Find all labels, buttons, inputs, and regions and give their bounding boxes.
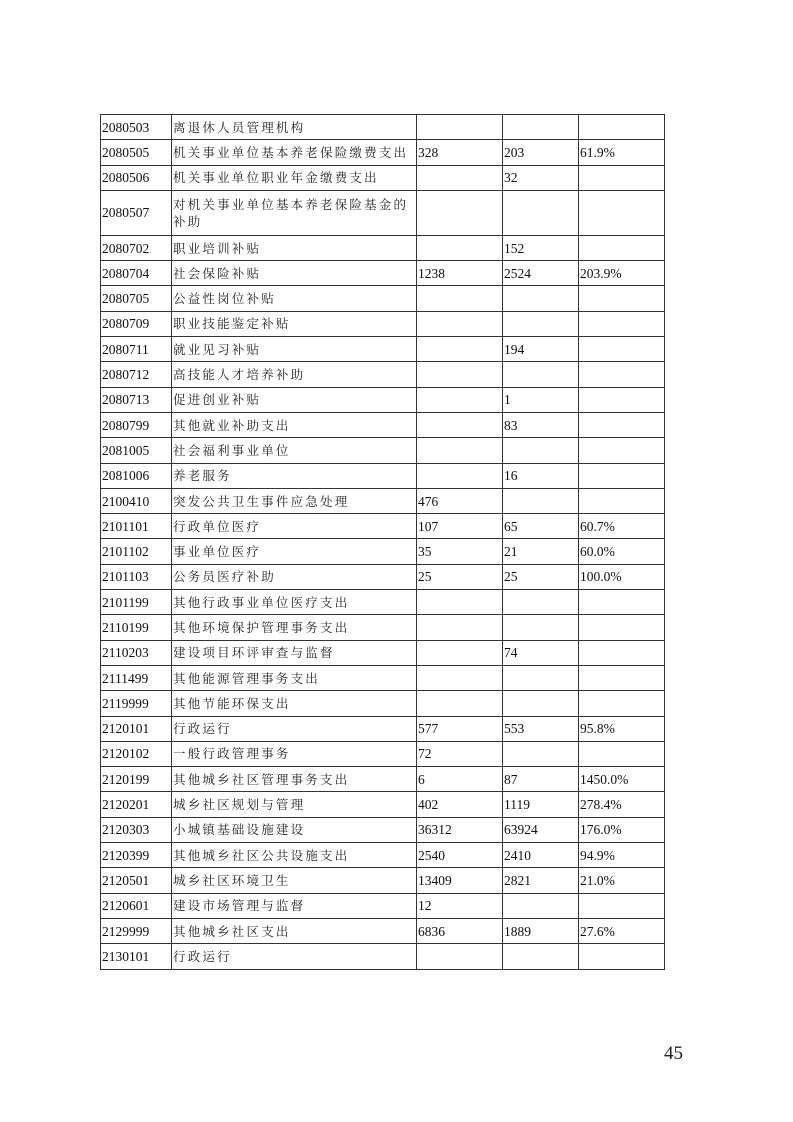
value-cell-2: 1889: [503, 918, 579, 943]
code-cell: 2120303: [101, 817, 172, 842]
code-cell: 2101199: [101, 590, 172, 615]
value-cell-2: [503, 362, 579, 387]
name-cell: 职业培训补贴: [172, 235, 417, 260]
code-cell: 2080702: [101, 235, 172, 260]
value-cell-2: 21: [503, 539, 579, 564]
table-row: [101, 286, 665, 311]
name-cell: 机关事业单位基本养老保险缴费支出: [172, 140, 417, 165]
value-cell-1: 6: [417, 767, 503, 792]
code-cell: 2111499: [101, 665, 172, 690]
table-row: [101, 944, 665, 969]
table-row: [101, 463, 665, 488]
value-cell-2: [503, 190, 579, 235]
value-cell-1: [417, 286, 503, 311]
value-cell-2: 152: [503, 235, 579, 260]
value-cell-1: 36312: [417, 817, 503, 842]
table-row: [101, 165, 665, 190]
ratio-cell: [579, 235, 665, 260]
value-cell-2: 203: [503, 140, 579, 165]
value-cell-1: 6836: [417, 918, 503, 943]
name-cell: 职业技能鉴定补贴: [172, 311, 417, 336]
value-cell-2: [503, 665, 579, 690]
ratio-cell: 176.0%: [579, 817, 665, 842]
value-cell-1: 72: [417, 741, 503, 766]
name-cell: 对机关事业单位基本养老保险基金的补助: [172, 190, 417, 235]
table-row: [101, 261, 665, 286]
name-cell: 行政运行: [172, 716, 417, 741]
value-cell-2: 25: [503, 564, 579, 589]
table-row: [101, 590, 665, 615]
table-row: [101, 792, 665, 817]
name-cell: 城乡社区规划与管理: [172, 792, 417, 817]
table-row: [101, 235, 665, 260]
table-row: [101, 362, 665, 387]
name-cell: 其他城乡社区管理事务支出: [172, 767, 417, 792]
table-row: [101, 488, 665, 513]
value-cell-1: [417, 412, 503, 437]
ratio-cell: [579, 286, 665, 311]
value-cell-1: [417, 615, 503, 640]
table-row: [101, 115, 665, 140]
value-cell-2: 2821: [503, 868, 579, 893]
value-cell-1: 12: [417, 893, 503, 918]
table-row: [101, 893, 665, 918]
value-cell-1: [417, 337, 503, 362]
code-cell: 2081006: [101, 463, 172, 488]
table-row: [101, 514, 665, 539]
value-cell-1: [417, 235, 503, 260]
name-cell: 其他节能环保支出: [172, 691, 417, 716]
name-cell: 其他城乡社区公共设施支出: [172, 843, 417, 868]
ratio-cell: [579, 691, 665, 716]
value-cell-1: [417, 362, 503, 387]
value-cell-1: 35: [417, 539, 503, 564]
code-cell: 2101101: [101, 514, 172, 539]
table-row: [101, 190, 665, 235]
code-cell: 2080507: [101, 190, 172, 235]
code-cell: 2129999: [101, 918, 172, 943]
table-row: [101, 412, 665, 437]
ratio-cell: [579, 362, 665, 387]
ratio-cell: [579, 640, 665, 665]
table-row: [101, 539, 665, 564]
value-cell-2: [503, 944, 579, 969]
ratio-cell: 94.9%: [579, 843, 665, 868]
code-cell: 2120601: [101, 893, 172, 918]
name-cell: 其他行政事业单位医疗支出: [172, 590, 417, 615]
code-cell: 2119999: [101, 691, 172, 716]
code-cell: 2120399: [101, 843, 172, 868]
code-cell: 2080705: [101, 286, 172, 311]
table-row: [101, 640, 665, 665]
ratio-cell: [579, 615, 665, 640]
value-cell-1: [417, 165, 503, 190]
name-cell: 突发公共卫生事件应急处理: [172, 488, 417, 513]
code-cell: 2081005: [101, 438, 172, 463]
table-row: [101, 918, 665, 943]
code-cell: 2120501: [101, 868, 172, 893]
value-cell-2: [503, 286, 579, 311]
name-cell: 其他环境保护管理事务支出: [172, 615, 417, 640]
name-cell: 公务员医疗补助: [172, 564, 417, 589]
value-cell-1: [417, 944, 503, 969]
code-cell: 2101103: [101, 564, 172, 589]
ratio-cell: [579, 741, 665, 766]
ratio-cell: 100.0%: [579, 564, 665, 589]
value-cell-1: [417, 665, 503, 690]
ratio-cell: [579, 438, 665, 463]
value-cell-2: 87: [503, 767, 579, 792]
name-cell: 事业单位医疗: [172, 539, 417, 564]
table-row: [101, 564, 665, 589]
value-cell-2: 32: [503, 165, 579, 190]
code-cell: 2080711: [101, 337, 172, 362]
name-cell: 就业见习补贴: [172, 337, 417, 362]
name-cell: 离退休人员管理机构: [172, 115, 417, 140]
code-cell: 2080799: [101, 412, 172, 437]
ratio-cell: [579, 311, 665, 336]
table-row: [101, 438, 665, 463]
value-cell-2: 1: [503, 387, 579, 412]
ratio-cell: 21.0%: [579, 868, 665, 893]
ratio-cell: [579, 190, 665, 235]
name-cell: 机关事业单位职业年金缴费支出: [172, 165, 417, 190]
name-cell: 社会保险补贴: [172, 261, 417, 286]
value-cell-2: 194: [503, 337, 579, 362]
ratio-cell: [579, 463, 665, 488]
code-cell: 2080713: [101, 387, 172, 412]
name-cell: 其他就业补助支出: [172, 412, 417, 437]
value-cell-1: 402: [417, 792, 503, 817]
value-cell-1: 25: [417, 564, 503, 589]
value-cell-2: [503, 590, 579, 615]
value-cell-1: 476: [417, 488, 503, 513]
value-cell-2: [503, 438, 579, 463]
value-cell-2: 2524: [503, 261, 579, 286]
name-cell: 促进创业补贴: [172, 387, 417, 412]
value-cell-1: 107: [417, 514, 503, 539]
value-cell-1: [417, 463, 503, 488]
name-cell: 行政单位医疗: [172, 514, 417, 539]
ratio-cell: [579, 893, 665, 918]
code-cell: 2130101: [101, 944, 172, 969]
code-cell: 2110199: [101, 615, 172, 640]
code-cell: 2080503: [101, 115, 172, 140]
value-cell-2: [503, 311, 579, 336]
name-cell: 养老服务: [172, 463, 417, 488]
ratio-cell: [579, 665, 665, 690]
value-cell-2: 16: [503, 463, 579, 488]
table-row: [101, 337, 665, 362]
value-cell-2: [503, 893, 579, 918]
code-cell: 2080712: [101, 362, 172, 387]
ratio-cell: [579, 337, 665, 362]
code-cell: 2080709: [101, 311, 172, 336]
value-cell-1: 13409: [417, 868, 503, 893]
value-cell-1: [417, 190, 503, 235]
page-number: 45: [664, 1043, 683, 1064]
ratio-cell: [579, 590, 665, 615]
name-cell: 公益性岗位补贴: [172, 286, 417, 311]
code-cell: 2120102: [101, 741, 172, 766]
table-row: [101, 665, 665, 690]
code-cell: 2080704: [101, 261, 172, 286]
value-cell-2: [503, 115, 579, 140]
value-cell-1: 328: [417, 140, 503, 165]
table-row: [101, 741, 665, 766]
ratio-cell: 95.8%: [579, 716, 665, 741]
table-body: [101, 115, 665, 970]
value-cell-1: [417, 590, 503, 615]
code-cell: 2110203: [101, 640, 172, 665]
value-cell-2: 2410: [503, 843, 579, 868]
table-row: [101, 767, 665, 792]
value-cell-2: 1119: [503, 792, 579, 817]
name-cell: 建设项目环评审查与监督: [172, 640, 417, 665]
code-cell: 2120101: [101, 716, 172, 741]
value-cell-1: [417, 691, 503, 716]
ratio-cell: [579, 488, 665, 513]
value-cell-1: [417, 387, 503, 412]
name-cell: 城乡社区环境卫生: [172, 868, 417, 893]
table-row: [101, 140, 665, 165]
ratio-cell: 61.9%: [579, 140, 665, 165]
table-row: [101, 868, 665, 893]
name-cell: 其他城乡社区支出: [172, 918, 417, 943]
name-cell: 一般行政管理事务: [172, 741, 417, 766]
code-cell: 2101102: [101, 539, 172, 564]
value-cell-2: [503, 691, 579, 716]
table-row: [101, 843, 665, 868]
value-cell-1: 2540: [417, 843, 503, 868]
name-cell: 高技能人才培养补助: [172, 362, 417, 387]
value-cell-1: [417, 640, 503, 665]
value-cell-2: 74: [503, 640, 579, 665]
ratio-cell: [579, 944, 665, 969]
name-cell: 小城镇基础设施建设: [172, 817, 417, 842]
value-cell-2: 65: [503, 514, 579, 539]
value-cell-1: 577: [417, 716, 503, 741]
ratio-cell: [579, 115, 665, 140]
value-cell-2: [503, 488, 579, 513]
code-cell: 2100410: [101, 488, 172, 513]
name-cell: 社会福利事业单位: [172, 438, 417, 463]
table-row: [101, 691, 665, 716]
value-cell-2: [503, 741, 579, 766]
ratio-cell: 203.9%: [579, 261, 665, 286]
value-cell-1: 1238: [417, 261, 503, 286]
code-cell: 2120199: [101, 767, 172, 792]
table-row: [101, 311, 665, 336]
value-cell-2: [503, 615, 579, 640]
name-cell: 行政运行: [172, 944, 417, 969]
budget-table: [100, 114, 665, 970]
ratio-cell: [579, 165, 665, 190]
code-cell: 2080506: [101, 165, 172, 190]
code-cell: 2120201: [101, 792, 172, 817]
value-cell-2: 63924: [503, 817, 579, 842]
ratio-cell: [579, 387, 665, 412]
ratio-cell: 60.7%: [579, 514, 665, 539]
value-cell-2: 553: [503, 716, 579, 741]
ratio-cell: 1450.0%: [579, 767, 665, 792]
value-cell-1: [417, 311, 503, 336]
name-cell: 其他能源管理事务支出: [172, 665, 417, 690]
ratio-cell: 60.0%: [579, 539, 665, 564]
table-row: [101, 615, 665, 640]
value-cell-1: [417, 115, 503, 140]
table-row: [101, 387, 665, 412]
ratio-cell: 27.6%: [579, 918, 665, 943]
table-row: [101, 817, 665, 842]
name-cell: 建设市场管理与监督: [172, 893, 417, 918]
table-row: [101, 716, 665, 741]
value-cell-1: [417, 438, 503, 463]
ratio-cell: 278.4%: [579, 792, 665, 817]
value-cell-2: 83: [503, 412, 579, 437]
code-cell: 2080505: [101, 140, 172, 165]
ratio-cell: [579, 412, 665, 437]
